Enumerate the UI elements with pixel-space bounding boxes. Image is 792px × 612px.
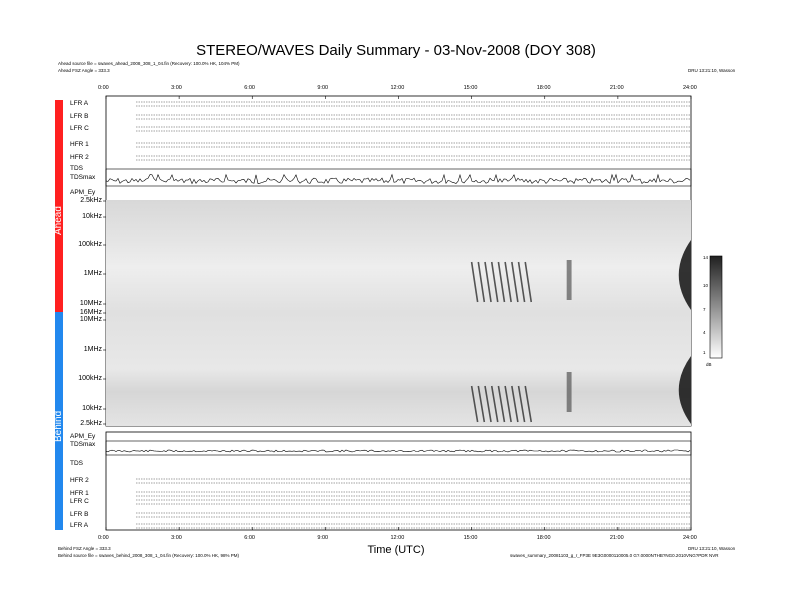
ahead-frequency-tick-label: 10MHz [79,300,102,307]
bottom-tick-label: 15:00 [463,535,478,541]
bottom-tick-label: 6:00 [244,535,255,541]
behind-angle-note: Behind FSZ Angle = 333.3 [58,546,111,551]
colorbar-tick-label: 10 [703,283,709,288]
behind-frequency-tick-label: 10kHz [82,405,102,412]
behind-panel-label: HFR 2 [70,477,89,484]
ahead-panel-label: HFR 2 [70,154,89,161]
ahead-frequency-tick-label: 10kHz [82,213,102,220]
behind-right-note-1: DRU 13:21:10, Wasson [688,546,736,551]
ahead-panel-label: HFR 1 [70,141,89,148]
ahead-panel-label: LFR B [70,113,89,120]
ahead-frequency-tick-label: 2.5kHz [80,197,102,204]
x-axis-label: Time (UTC) [367,544,425,556]
behind-source-note: Behind source file = swaves_behind_2008_308_1_04.fin (Recovery: 100.0% HK, 98% PM) [58,553,239,558]
behind-panel-label: LFR B [70,511,89,518]
bottom-tick-label: 12:00 [390,535,405,541]
bottom-tick-label: 0:00 [98,535,109,541]
ahead-source-note: Ahead source file = swaves_ahead_2008_308_1_04.fin (Recovery: 100.0% HK, 104% PM) [58,61,240,66]
behind-tds-box [106,441,691,455]
behind-frequency-tick-label: 10MHz [79,316,102,323]
colorbar-unit: dB [706,362,712,367]
colorbar-tick-label: 7 [703,307,706,312]
behind-right-note-2: swaves_summary_20081103_g_r_FP3E 9E3G0000110005.0 G?.0000NTHB?NG0.2010VNG?PDR NVR [510,553,719,558]
top-tick-label: 0:00 [98,85,109,91]
ahead-panel-label: LFR A [70,100,89,107]
ahead-tds-box [106,169,691,186]
bottom-tick-label: 21:00 [609,535,624,541]
ahead-tds-trace [106,175,690,184]
behind-panel-label: TDS [70,460,83,467]
colorbar-tick-label: 1 [703,350,706,355]
burst [567,372,572,412]
ahead-panel-label: TDSmax [70,174,96,181]
behind-panels-frame [106,432,691,530]
bottom-tick-label: 9:00 [317,535,329,541]
colorbar [710,256,722,358]
behind-panel-label: TDSmax [70,441,96,448]
behind-frequency-tick-label: 1MHz [83,346,102,353]
ahead-label: Ahead [53,206,64,235]
ahead-spectrogram [106,200,691,312]
bottom-tick-label: 18:00 [536,535,551,541]
behind-spectrogram [106,312,691,426]
behind-panel-label: LFR C [70,498,89,505]
behind-panel-label: HFR 1 [70,490,89,497]
bottom-tick-label: 24:00 [683,535,697,541]
burst [567,260,572,300]
top-tick-label: 3:00 [171,85,182,91]
behind-panel-label: APM_Ey [70,433,96,440]
behind-frequency-tick-label: 2.5kHz [80,420,102,427]
top-tick-label: 9:00 [317,85,329,91]
ahead-angle-note: Ahead FSZ Angle = 333.3 [58,68,110,73]
ahead-frequency-tick-label: 100kHz [78,241,102,248]
top-tick-label: 18:00 [536,85,551,91]
colorbar-tick-label: 4 [703,330,706,335]
top-tick-label: 6:00 [244,85,255,91]
bottom-tick-label: 3:00 [171,535,182,541]
behind-tds-trace [106,450,690,452]
top-tick-label: 21:00 [609,85,624,91]
behind-panel-label: LFR A [70,522,89,529]
top-tick-label: 15:00 [463,85,478,91]
ahead-right-note: DRU 13:21:10, Wasson [688,68,736,73]
behind-frequency-tick-label: 100kHz [78,375,102,382]
ahead-frequency-tick-label: 1MHz [83,270,102,277]
top-tick-label: 12:00 [390,85,405,91]
top-tick-label: 24:00 [683,85,697,91]
behind-label: Behind [53,410,64,442]
chart-title: STEREO/WAVES Daily Summary - 03-Nov-2008 (DOY 308) [196,42,596,59]
ahead-panel-label: TDS [70,165,83,172]
colorbar-tick-label: 14 [703,255,709,260]
ahead-panel-label: LFR C [70,125,89,132]
ahead-frequency-tick-label: 16MHz [79,309,102,316]
ahead-panel-label: APM_Ey [70,189,96,196]
